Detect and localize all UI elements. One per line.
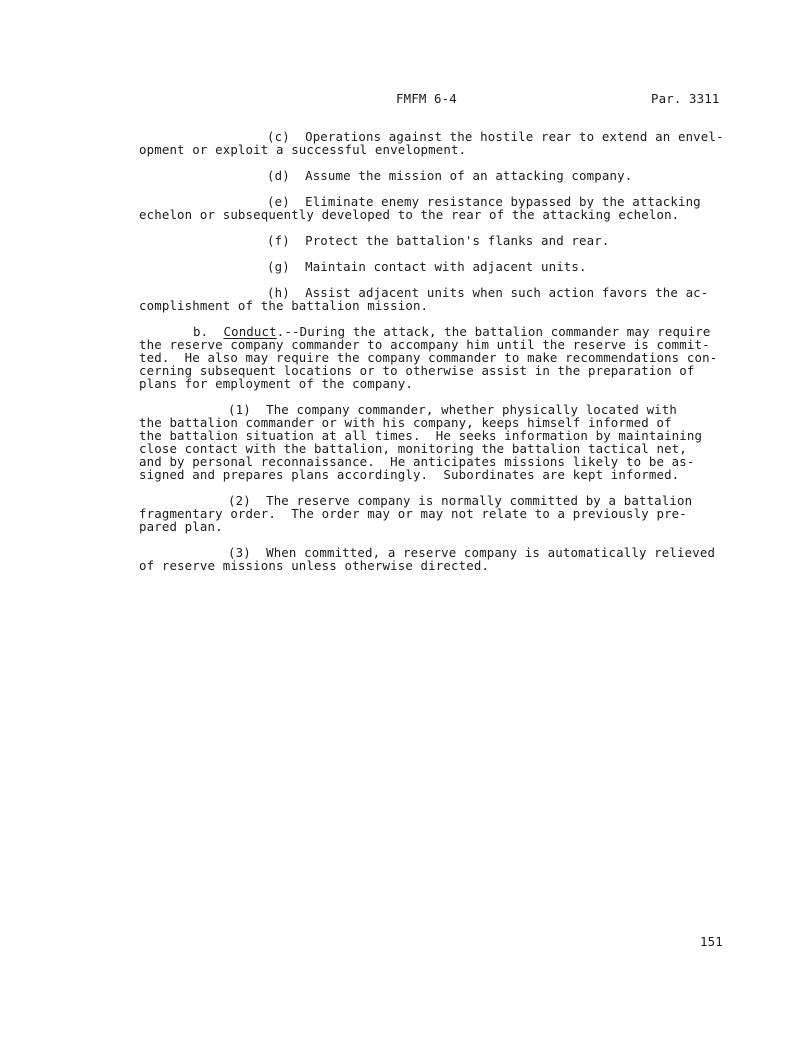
conduct-line-4: cerning subsequent locations or to otherwise assist in the preparation of bbox=[139, 363, 695, 378]
numbered-label: (2) bbox=[228, 493, 251, 508]
numbered-label: (1) bbox=[228, 402, 251, 417]
subparagraph-text: Maintain contact with adjacent units. bbox=[305, 259, 587, 274]
subparagraph-text: Assist adjacent units when such action favors the ac- bbox=[305, 285, 709, 300]
subparagraph-text: Assume the mission of an attacking company. bbox=[305, 168, 633, 183]
subparagraph-text: Operations against the hostile rear to extend an envel- bbox=[305, 129, 724, 144]
paragraph-reference: Par. 3311 bbox=[651, 91, 720, 106]
subparagraph-f bbox=[267, 234, 609, 247]
subparagraph-label: (c) bbox=[267, 129, 290, 144]
conduct-line-5: plans for employment of the company. bbox=[139, 376, 413, 391]
conduct-label: b. bbox=[193, 324, 209, 339]
subparagraph-label: (f) bbox=[267, 233, 290, 248]
numbered-1-line-5: and by personal reconnaissance. He anticipates missions likely to be as- bbox=[139, 454, 695, 469]
subparagraph-label: (e) bbox=[267, 194, 290, 209]
page-number: 151 bbox=[700, 934, 723, 949]
subparagraph-label: (h) bbox=[267, 285, 290, 300]
numbered-1-line-6: signed and prepares plans accordingly. Subordinates are kept informed. bbox=[139, 467, 680, 482]
numbered-2-line-3: pared plan. bbox=[139, 519, 223, 534]
subparagraph-g bbox=[267, 260, 587, 273]
subparagraph-c-line-2: opment or exploit a successful envelopment. bbox=[139, 142, 467, 157]
numbered-text: The reserve company is normally committed by a battalion bbox=[266, 493, 693, 508]
numbered-3-line-2: of reserve missions unless otherwise directed. bbox=[139, 558, 490, 573]
subparagraph-h-line-2: complishment of the battalion mission. bbox=[139, 298, 429, 313]
numbered-label: (3) bbox=[228, 545, 251, 560]
subparagraph-e-line-2: echelon or subsequently developed to the rear of the attacking echelon. bbox=[139, 207, 680, 222]
conduct-line-2: the reserve company commander to accompany him until the reserve is commit- bbox=[139, 337, 710, 352]
numbered-1-line-2: the battalion commander or with his company, keeps himself informed of bbox=[139, 415, 672, 430]
conduct-heading: Conduct bbox=[223, 324, 277, 339]
numbered-1-line-3: the battalion situation at all times. He seeks information by maintaining bbox=[139, 428, 703, 443]
numbered-1-line-4: close contact with the battalion, monitoring the battalion tactical net, bbox=[139, 441, 687, 456]
subparagraph-label: (d) bbox=[267, 168, 290, 183]
subparagraph-text: Eliminate enemy resistance bypassed by the attacking bbox=[305, 194, 701, 209]
subparagraph-text: Protect the battalion's flanks and rear. bbox=[305, 233, 610, 248]
numbered-2-line-2: fragmentary order. The order may or may not relate to a previously pre- bbox=[139, 506, 687, 521]
numbered-text: The company commander, whether physically located with bbox=[266, 402, 678, 417]
conduct-line-3: ted. He also may require the company commander to make recommendations con- bbox=[139, 350, 718, 365]
conduct-text: .--During the attack, the battalion commander may require bbox=[276, 324, 711, 339]
subparagraph-label: (g) bbox=[267, 259, 290, 274]
numbered-text: When committed, a reserve company is automatically relieved bbox=[266, 545, 716, 560]
document-id: FMFM 6-4 bbox=[396, 91, 457, 106]
subparagraph-d bbox=[267, 169, 632, 182]
